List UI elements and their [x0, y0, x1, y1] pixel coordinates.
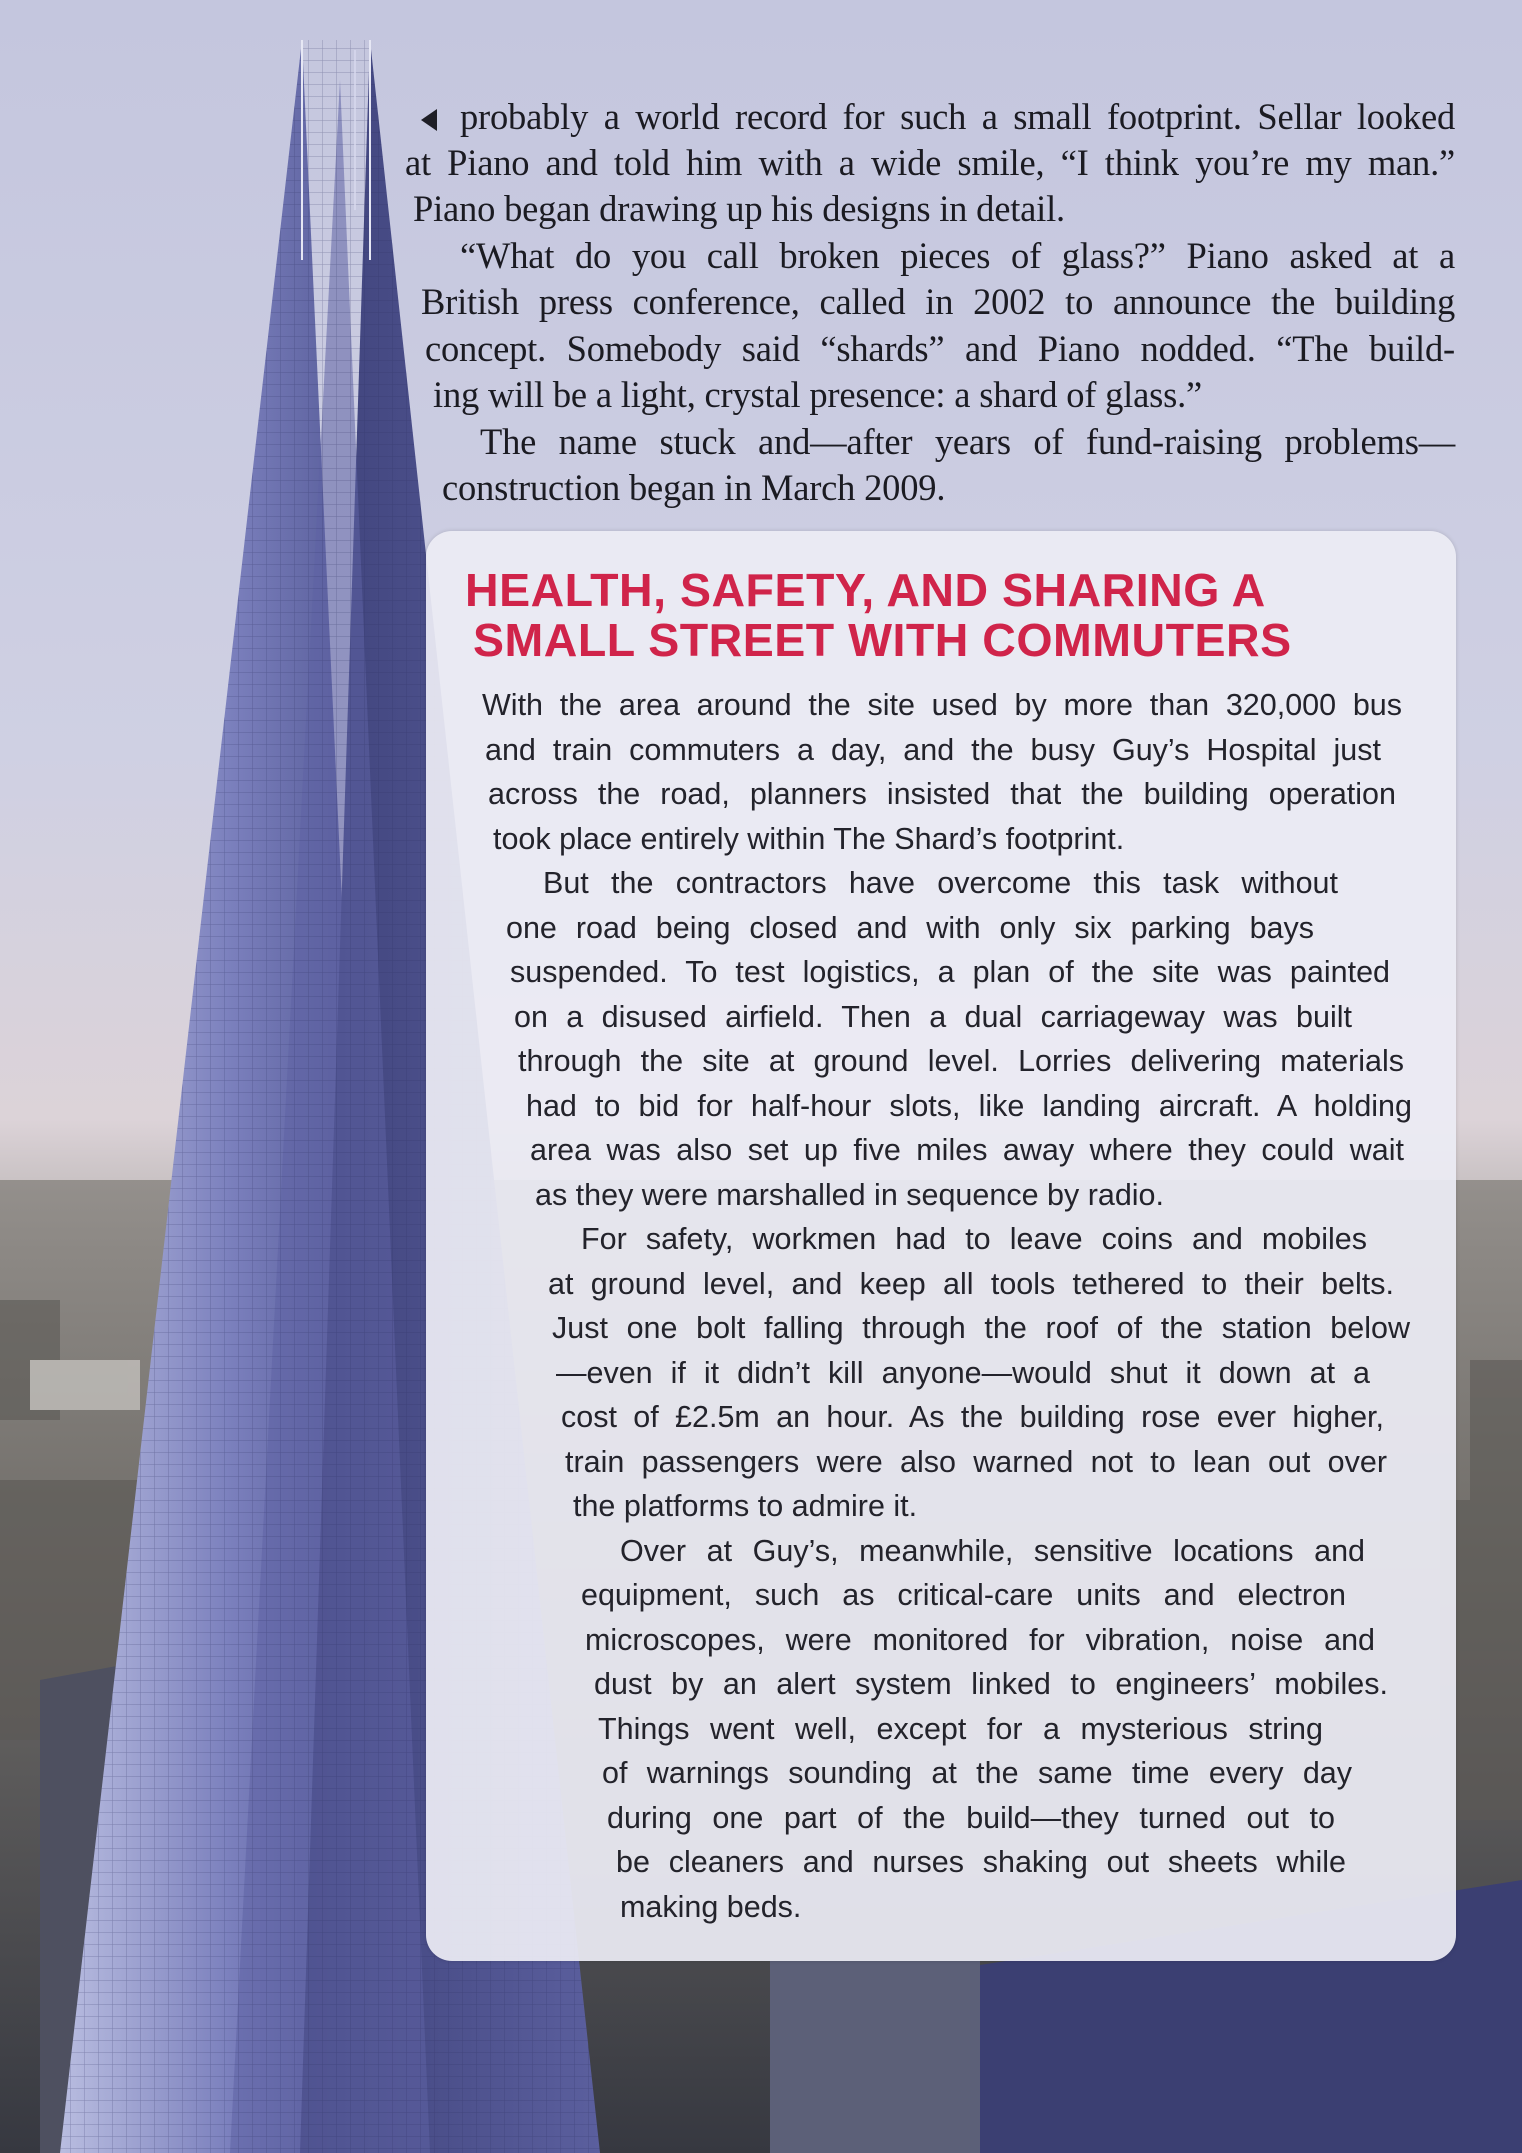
- article-line: “What do you call broken pieces of glass?” Piano asked at a: [460, 235, 1455, 276]
- left-triangle-icon: [421, 109, 437, 131]
- sidebar-line: and train commuters a day, and the busy Guy’s Hospital just: [485, 733, 1381, 767]
- sidebar-line: across the road, planners insisted that the building operation: [488, 777, 1396, 811]
- article-line: ing will be a light, crystal presence: a shard of glass.”: [433, 374, 1203, 415]
- sidebar-line: took place entirely within The Shard’s footprint.: [493, 822, 1125, 856]
- sidebar-line: the platforms to admire it.: [573, 1489, 918, 1523]
- article-line: British press conference, called in 2002 to announce the building: [421, 281, 1455, 322]
- sidebar-line: through the site at ground level. Lorries delivering materials: [518, 1044, 1404, 1078]
- sidebar-line: on a disused airfield. Then a dual carriageway was built: [514, 1000, 1352, 1034]
- sidebar-line: area was also set up five miles away where they could wait: [530, 1133, 1404, 1167]
- article-line: construction began in March 2009.: [442, 467, 946, 508]
- sidebar-line: be cleaners and nurses shaking out sheets while: [616, 1845, 1346, 1879]
- article-line: The name stuck and—after years of fund-raising problems—: [480, 421, 1455, 462]
- sidebar-line: Just one bolt falling through the roof of the station below: [552, 1311, 1410, 1345]
- sidebar-heading-line: SMALL STREET WITH COMMUTERS: [473, 614, 1292, 666]
- sidebar-line: as they were marshalled in sequence by radio.: [535, 1178, 1164, 1212]
- sidebar-line: train passengers were also warned not to lean out over: [565, 1445, 1387, 1479]
- sidebar-line: during one part of the build—they turned out to: [607, 1801, 1335, 1835]
- sidebar-heading: [465, 565, 1405, 665]
- sidebar-line: With the area around the site used by more than 320,000 bus: [482, 688, 1402, 722]
- sidebar-line: dust by an alert system linked to engineers’ mobiles.: [594, 1667, 1388, 1701]
- sidebar-line: cost of £2.5m an hour. As the building rose ever higher,: [561, 1400, 1384, 1434]
- sidebar-line: Things went well, except for a mysterious string: [598, 1712, 1323, 1746]
- sidebar-line: of warnings sounding at the same time every day: [602, 1756, 1352, 1790]
- sidebar-line: one road being closed and with only six parking bays: [506, 911, 1314, 945]
- sidebar-line: suspended. To test logistics, a plan of the site was painted: [510, 955, 1390, 989]
- sidebar-line: making beds.: [620, 1890, 802, 1924]
- article-line: probably a world record for such a small footprint. Sellar looked: [460, 96, 1455, 137]
- sidebar-line: Over at Guy’s, meanwhile, sensitive locations and: [620, 1534, 1365, 1568]
- sidebar-line: at ground level, and keep all tools tethered to their belts.: [548, 1267, 1394, 1301]
- article-line: at Piano and told him with a wide smile, “I think you’re my man.”: [405, 142, 1455, 183]
- sidebar-line: But the contractors have overcome this task without: [543, 866, 1338, 900]
- sidebar-line: had to bid for half-hour slots, like landing aircraft. A holding: [526, 1089, 1412, 1123]
- article-line: Piano began drawing up his designs in detail.: [413, 188, 1065, 229]
- sidebar-line: For safety, workmen had to leave coins and mobiles: [581, 1222, 1367, 1256]
- sidebar-line: —even if it didn’t kill anyone—would shut it down at a: [556, 1356, 1370, 1390]
- sidebar-line: equipment, such as critical-care units and electron: [581, 1578, 1346, 1612]
- article-line: concept. Somebody said “shards” and Piano nodded. “The build-: [425, 328, 1455, 369]
- sidebar-heading-line: HEALTH, SAFETY, AND SHARING A: [465, 564, 1266, 616]
- sidebar-line: microscopes, were monitored for vibration, noise and: [585, 1623, 1375, 1657]
